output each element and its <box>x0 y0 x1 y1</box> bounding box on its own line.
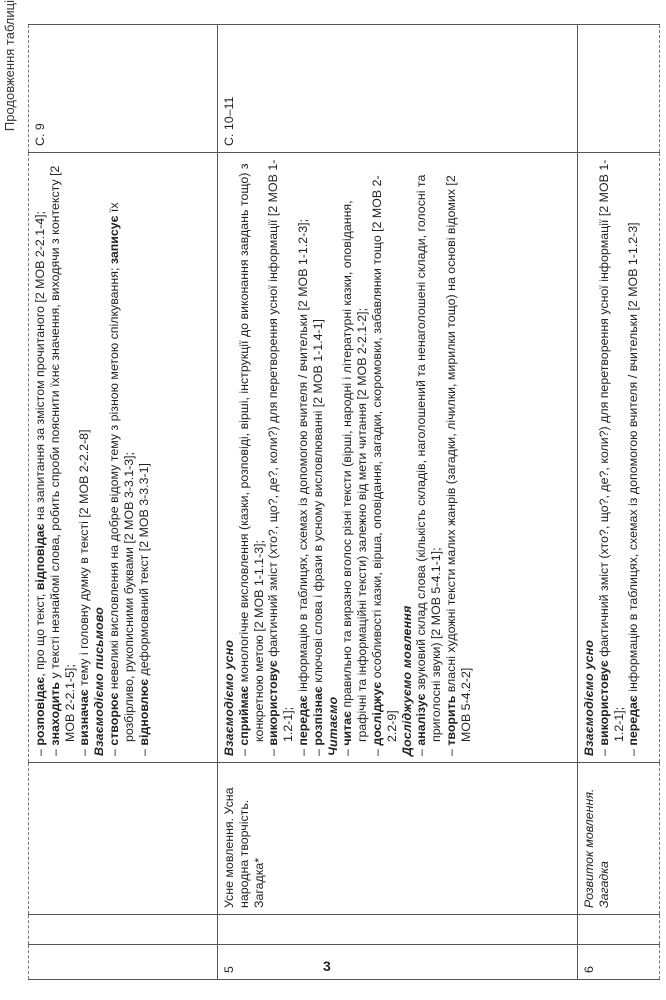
lesson-topic: Усне мовлення. Усна народна творчість. Загадка* <box>218 763 578 915</box>
outcome-item: – знаходить у тексті незнайомі слова, робить спроби пояснити їхнє значення, виходячи з контексту [2 МОВ 2-2.1-5]; <box>47 165 77 756</box>
keyword: сприймає <box>236 685 251 746</box>
empty-cell <box>29 915 218 945</box>
section-heading: Взаємодіємо письмово <box>92 607 107 756</box>
keyword: розповідає <box>33 676 47 746</box>
outcome-item: – читає правильно та виразно вголос різні тексти (вірші, народні і літературні казки, оповідання, графічні та інформаційні тексти) залежно від мети читання [2 МОВ 2-2.1-2]; <box>340 200 370 756</box>
outcome-item: – аналізує звуковий склад слова (кількість складів, наголошений та ненаголошені склади, голосні та приголосні звуки) [2 МОВ 5-4.1-1]; <box>414 174 444 756</box>
section-heading: Взаємодіємо усно <box>222 639 236 756</box>
outcome-item: – сприймає монологічне висловлення (казки, розповіді, вірші, інструкції до виконання завдань тощо) з конкретною метою [2 МОВ 1-1.1-3]; <box>236 163 266 756</box>
keyword: аналізує <box>414 693 429 746</box>
lesson-number: 5 <box>218 945 578 980</box>
section-heading: Взаємодіємо усно <box>582 639 596 756</box>
outcome-item: – творить власні художні тексти малих жанрів (загадки, лічилки, мирилки тощо) на основі відомих [2 МОВ 5-4.2-2] <box>443 175 473 756</box>
keyword: записує <box>106 215 121 265</box>
outcome-item: – використовує фактичний зміст (хто?, що?, де?, коли?) для перетворення усної інформації [2 МОВ 1-1.2-1]; <box>266 159 296 756</box>
keyword: відповідає <box>33 523 47 591</box>
keyword: відновлює <box>136 678 151 746</box>
table-row <box>29 25 218 980</box>
empty-cell <box>578 915 660 945</box>
outcome-item: – створює невеликі висловлення на добре відому тему з різною метою спілкування; записує їх розбірливо, рукописними буквами [2 МОВ 3-3.1-3]; <box>106 202 136 756</box>
lesson-topic: Розвиток мовлення. Загадка <box>578 763 660 915</box>
lesson-number: 6 <box>578 945 660 980</box>
outcome-item: – розпізнає ключові слова і фрази в усному висловлюванні [2 МОВ 1-1.4-1] <box>310 319 325 756</box>
outcome-item: – передає інформацію в таблицях, схемах із допомогою вчителя / вчительки [2 МОВ 1-1.2-3] <box>626 222 641 756</box>
section-heading: Читаємо <box>325 696 340 756</box>
textbook-pages <box>578 25 660 153</box>
table-caption: Продовження таблиці <box>2 0 17 132</box>
keyword: розпізнає <box>310 686 325 746</box>
outcome-item: – визначає тему і головну думку в тексті [2 МОВ 2-2.2-8] <box>77 429 92 756</box>
outcome-item: – досліджує особливості казки, вірша, оповідання, загадки, скоромовки, забавлянки тощо [2 МОВ 2-2.2-9] <box>369 175 399 756</box>
textbook-pages: С. 9 <box>29 25 218 153</box>
keyword: визначає <box>77 689 92 746</box>
empty-cell <box>218 915 578 945</box>
keyword: досліджує <box>369 681 384 746</box>
textbook-pages: С. 10–11 <box>218 25 578 153</box>
page-number: 3 <box>323 958 331 974</box>
curriculum-table <box>28 24 660 980</box>
table-row <box>578 25 660 980</box>
learning-outcomes <box>218 153 578 763</box>
table-body <box>29 25 660 980</box>
learning-outcomes <box>29 153 218 763</box>
keyword: використовує <box>266 660 281 746</box>
table-row <box>218 25 578 980</box>
lesson-topic <box>29 763 218 915</box>
keyword: творить <box>443 695 458 746</box>
keyword: передає <box>626 695 641 746</box>
keyword: передає <box>295 695 310 746</box>
keyword: використовує <box>596 660 611 746</box>
keyword: знаходить <box>47 681 62 746</box>
outcome-item: – відновлює деформований текст [2 МОВ 3-3.3-1] <box>136 463 151 756</box>
keyword: створює <box>106 692 121 746</box>
outcome-item: – передає інформацію в таблицях, схемах із допомогою вчителя / вчительки [2 МОВ 1-1.2-3]; <box>295 218 310 756</box>
keyword: читає <box>340 711 355 746</box>
lesson-number <box>29 945 218 980</box>
learning-outcomes <box>578 153 660 763</box>
section-heading: Досліджуємо мовлення <box>399 605 414 756</box>
outcome-item: – використовує фактичний зміст (хто?, що?, де?, коли?) для перетворення усної інформації [2 МОВ 1-1.2-1]; <box>596 159 626 756</box>
outcome-item: – розповідає, про що текст, відповідає на запитання за змістом прочитаного [2 МОВ 2-2.1-4]; <box>33 211 47 756</box>
